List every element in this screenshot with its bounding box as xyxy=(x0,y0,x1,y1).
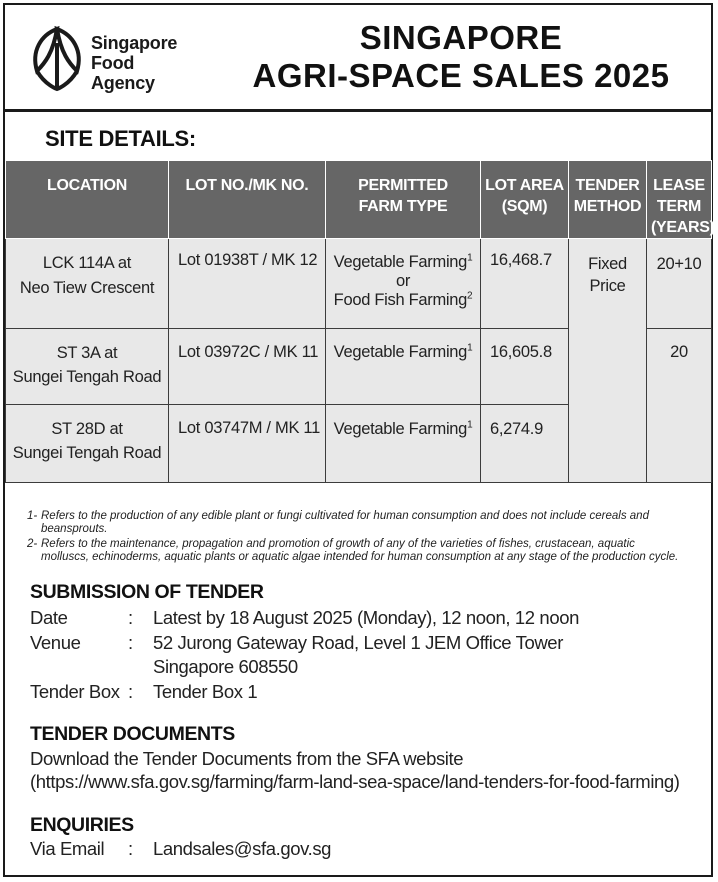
table-row xyxy=(6,239,712,329)
leaf-fish-icon xyxy=(27,23,87,93)
site-details-heading: SITE DETAILS: xyxy=(45,126,196,151)
farm-type-cell: Vegetable Farming$^1$ or Food Fish Farming$^2$ xyxy=(326,239,481,329)
enquiries-heading: ENQUIRIES xyxy=(30,814,134,836)
email-value[interactable]: Landsales@sfa.gov.sg xyxy=(153,838,332,859)
sfa-logo xyxy=(27,21,207,101)
logo-line-2: Food xyxy=(91,53,135,73)
page-title xyxy=(219,19,703,95)
tender-method-cell: Fixed Price xyxy=(569,239,647,483)
location-cell: ST 3A at Sungei Tengah Road xyxy=(6,329,169,405)
venue-line-1: 52 Jurong Gateway Road, Level 1 JEM Office Tower xyxy=(153,632,563,653)
col-tender: TENDER METHOD xyxy=(569,161,647,239)
area-cell: 6,274.9 xyxy=(481,405,569,483)
logo-line-3: Agency xyxy=(91,73,155,93)
lot-cell: Lot 01938T / MK 12 xyxy=(169,239,326,329)
area-cell: 16,468.7 xyxy=(481,239,569,329)
email-colon: : xyxy=(128,838,133,859)
venue-label: Venue xyxy=(30,632,81,653)
venue-line-2: Singapore 608550 xyxy=(153,656,298,677)
tender-box-label: Tender Box xyxy=(30,681,120,702)
farm-type-cell: Vegetable Farming$^1$ xyxy=(326,405,481,483)
location-cell: LCK 114A at Neo Tiew Crescent xyxy=(6,239,169,329)
table-header-row xyxy=(6,161,712,239)
footnote-2: 2- Refers to the maintenance, propagation and promotion of growth of any of the varieties of fishes, crustacean, aquatic molluscs, echinoderms, aquatic plants or aquatic algae intended for human consumption at any stage of the production cycle. xyxy=(27,538,679,563)
farm-type-cell: Vegetable Farming$^1$ xyxy=(326,329,481,405)
tender-box-value: Tender Box 1 xyxy=(153,681,258,702)
date-label: Date xyxy=(30,607,68,628)
documents-url[interactable]: (https://www.sfa.gov.sg/farming/farm-land-sea-space/land-tenders-for-food-farming) xyxy=(30,771,680,792)
area-cell: 16,605.8 xyxy=(481,329,569,405)
email-label: Via Email xyxy=(30,838,105,859)
lease-term-cell: 20+10 xyxy=(647,239,712,329)
header xyxy=(5,5,711,112)
location-cell: ST 28D at Sungei Tengah Road xyxy=(6,405,169,483)
lot-cell: Lot 03972C / MK 11 xyxy=(169,329,326,405)
tender-box-colon: : xyxy=(128,681,133,702)
date-value: Latest by 18 August 2025 (Monday), 12 noon, 12 noon xyxy=(153,607,579,628)
footnote-1: 1- Refers to the production of any edible plant or fungi cultivated for human consumption and does not include cereals and beansprouts. xyxy=(27,510,649,535)
submission-heading: SUBMISSION OF TENDER xyxy=(30,581,264,603)
col-lot: LOT NO./MK NO. xyxy=(169,161,326,239)
lease-term-cell: 20 xyxy=(647,329,712,483)
poster-frame xyxy=(3,3,713,877)
documents-line-1: Download the Tender Documents from the SFA website xyxy=(30,748,464,769)
documents-heading: TENDER DOCUMENTS xyxy=(30,723,235,745)
lot-cell: Lot 03747M / MK 11 xyxy=(169,405,326,483)
footnotes xyxy=(27,510,697,566)
title-line-1: SINGAPORE xyxy=(359,19,563,56)
col-location: LOCATION xyxy=(6,161,169,239)
logo-wordmark xyxy=(91,33,177,93)
date-colon: : xyxy=(128,607,133,628)
title-line-2: AGRI-SPACE SALES 2025 xyxy=(252,57,670,94)
site-details-table xyxy=(5,160,715,483)
col-farm-type: PERMITTED FARM TYPE xyxy=(326,161,481,239)
logo-line-1: Singapore xyxy=(91,33,178,53)
col-area: LOT AREA (SQM) xyxy=(481,161,569,239)
venue-colon: : xyxy=(128,632,133,653)
col-lease: LEASE TERM (YEARS) xyxy=(647,161,712,239)
